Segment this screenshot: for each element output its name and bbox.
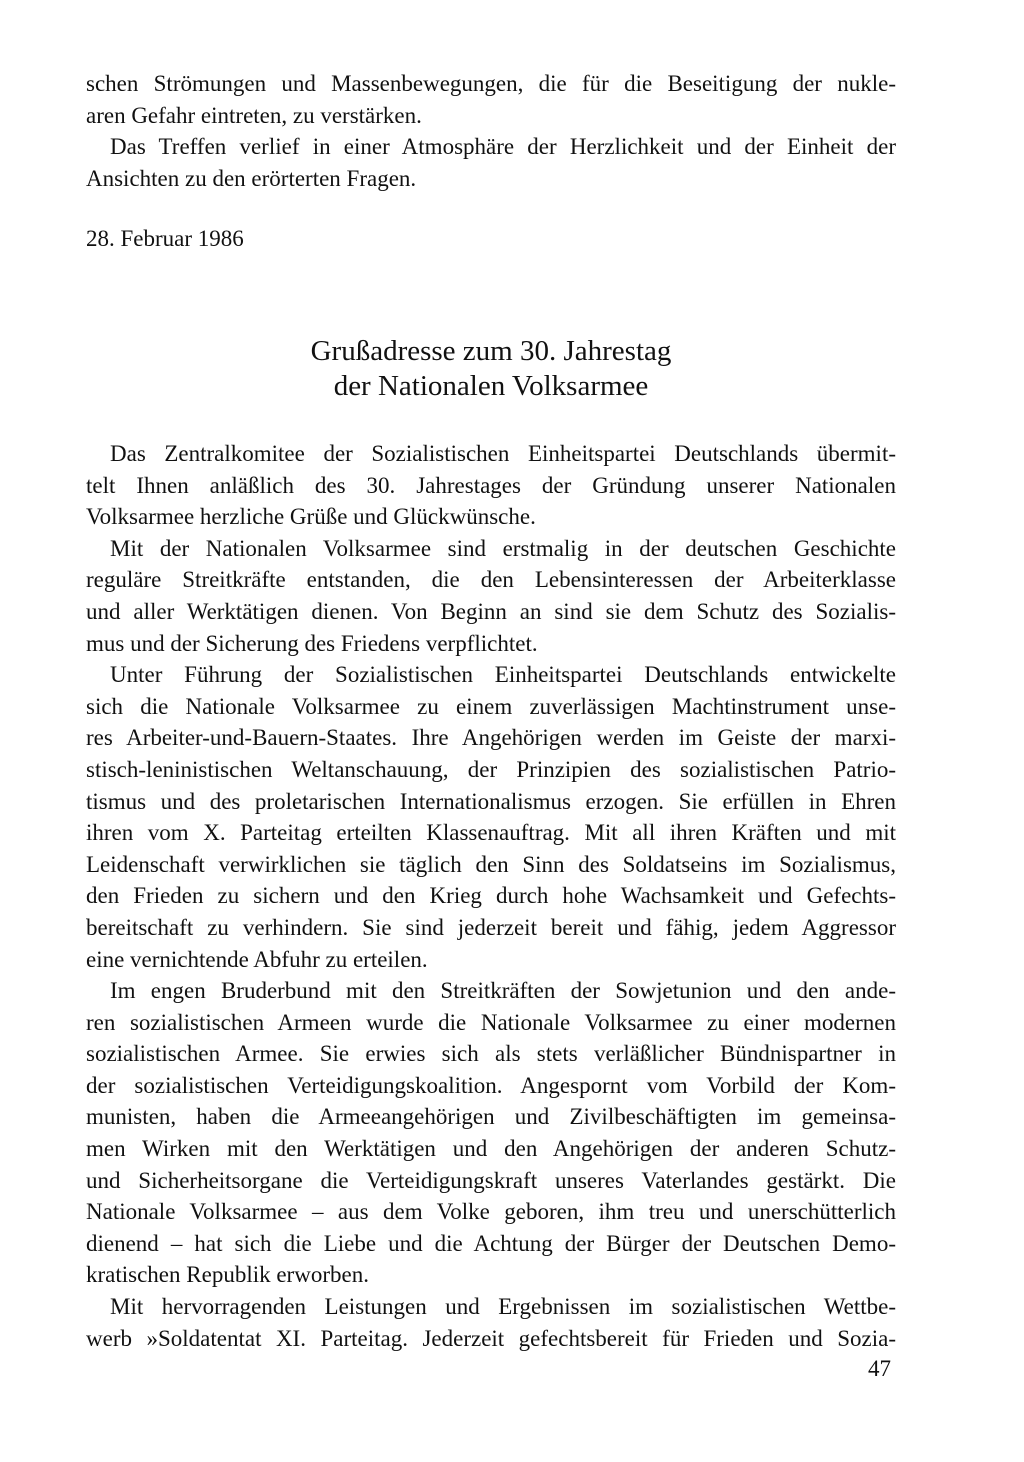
- text-line: Ansichten zu den erörterten Fragen.: [86, 165, 417, 191]
- text-line: eine vernichtende Abfuhr zu erteilen.: [86, 946, 428, 972]
- text-line: stisch-leninistischen Weltanschauung, der Prinzipien des sozialistischen Patrio-: [86, 756, 896, 782]
- text-line: Das Zentralkomitee der Sozialistischen Einheitspartei Deutschlands übermit-: [110, 441, 896, 466]
- text-line: sich die Nationale Volksarmee zu einem zuverlässigen Machtinstrument unse-: [86, 693, 896, 719]
- text-line: Leidenschaft verwirklichen sie täglich den Sinn des Soldatseins im Sozialismus,: [86, 851, 896, 877]
- text-line: bereitschaft zu verhindern. Sie sind jederzeit bereit und fähig, jedem Aggressor: [86, 914, 896, 940]
- text-line: sozialistischen Armee. Sie erwies sich als stets verläßlicher Bündnispartner in: [86, 1041, 896, 1067]
- text-line: Im engen Bruderbund mit den Streitkräften der Sowjetunion und den ande-: [110, 978, 896, 1004]
- text-line: schen Strömungen und Massenbewegungen, die für die Beseitigung der nukle-: [86, 71, 896, 96]
- continued-paragraphs: [86, 68, 896, 194]
- text-line: tismus und des proletarischen Internationalismus erzogen. Sie erfüllen in Ehren: [86, 788, 896, 814]
- text-line: telt Ihnen anläßlich des 30. Jahrestages der Gründung unserer Nationalen: [86, 472, 896, 498]
- text-line: den Frieden zu sichern und den Krieg durch hohe Wachsamkeit und Gefechts-: [86, 883, 896, 909]
- text-line: und Sicherheitsorgane die Verteidigungskraft unseres Vaterlandes gestärkt. Die: [86, 1167, 896, 1193]
- page-number: 47: [868, 1356, 891, 1381]
- title-line: der Nationalen Volksarmee: [333, 370, 649, 402]
- text-line: Mit hervorragenden Leistungen und Ergebnissen im sozialistischen Wettbe-: [110, 1294, 896, 1320]
- text-line: der sozialistischen Verteidigungskoalition. Angespornt vom Vorbild der Kom-: [86, 1072, 896, 1098]
- text-line: Unter Führung der Sozialistischen Einheitspartei Deutschlands entwickelte: [110, 662, 896, 688]
- text-line: werb »Soldatentat XI. Parteitag. Jederzeit gefechtsbereit für Frieden und Sozia-: [86, 1325, 896, 1351]
- text-line: reguläre Streitkräfte entstanden, die den Lebensinteressen der Arbeiterklasse: [86, 567, 896, 593]
- text-line: Mit der Nationalen Volksarmee sind erstmalig in der deutschen Geschichte: [110, 535, 896, 561]
- section-title: [86, 334, 896, 404]
- text-line: men Wirken mit den Werktätigen und den Angehörigen der anderen Schutz-: [86, 1136, 896, 1162]
- body-text: [86, 438, 896, 1354]
- text-line: ren sozialistischen Armeen wurde die Nationale Volksarmee zu einer modernen: [86, 1009, 896, 1035]
- text-line: munisten, haben die Armeeangehörigen und Zivilbeschäftigten im gemeinsa-: [86, 1104, 896, 1130]
- text-line: aren Gefahr eintreten, zu verstärken.: [86, 102, 422, 128]
- text-line: res Arbeiter-und-Bauern-Staates. Ihre Angehörigen werden im Geiste der marxi-: [86, 725, 896, 751]
- text-line: kratischen Republik erworben.: [86, 1262, 369, 1288]
- text-line: Volksarmee herzliche Grüße und Glückwünsche.: [86, 504, 536, 530]
- text-line: mus und der Sicherung des Friedens verpflichtet.: [86, 630, 538, 656]
- text-line: und aller Werktätigen dienen. Von Beginn an sind sie dem Schutz des Sozialis-: [86, 598, 896, 624]
- text-line: ihren vom X. Parteitag erteilten Klassenauftrag. Mit all ihren Kräften und mit: [86, 820, 896, 846]
- date-line: 28. Februar 1986: [86, 226, 244, 251]
- text-line: Nationale Volksarmee – aus dem Volke geboren, ihm treu und unerschütterlich: [86, 1199, 896, 1225]
- text-line: dienend – hat sich die Liebe und die Achtung der Bürger der Deutschen Demo-: [86, 1230, 896, 1256]
- title-line: Grußadresse zum 30. Jahrestag: [310, 335, 672, 367]
- text-line: Das Treffen verlief in einer Atmosphäre der Herzlichkeit und der Einheit der: [110, 134, 896, 160]
